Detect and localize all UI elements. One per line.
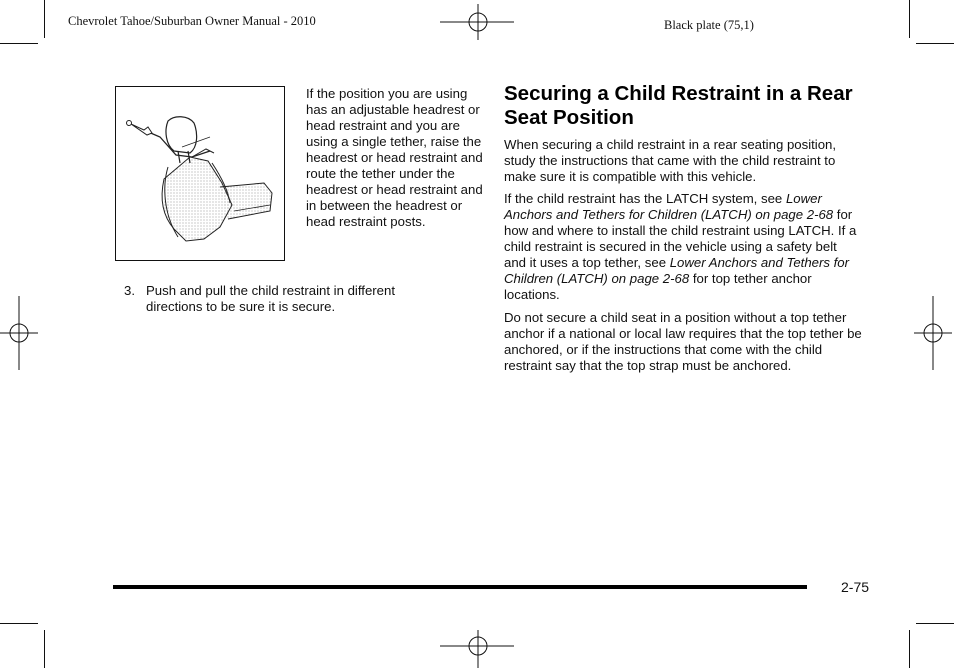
seat-headrest-drawing (116, 87, 284, 259)
crop-mark (44, 0, 45, 38)
text: If the child restraint has the LATCH system, see (504, 191, 786, 206)
crop-mark (44, 630, 45, 668)
plate-label: Black plate (75,1) (664, 18, 754, 32)
page-number: 2-75 (841, 579, 870, 595)
paragraph-latch (504, 191, 862, 303)
paragraph-compatibility: When securing a child restraint in a rear seating position, study the instructions that came with the child restraint to make sure it is compatible with this vehicle. (504, 137, 837, 184)
text: for how and where to install the child restraint using LATCH. If a child restraint is secured in the vehicle using a safety belt and it uses a top tether, see (504, 207, 857, 270)
section-heading: Securing a Child Restraint in a Rear Seat Position (504, 82, 853, 129)
paragraph-top-tether-warning: Do not secure a child seat in a position without a top tether anchor if a national or local law requires that the top tether be anchored, or if the instructions that come with the child restraint say that the top strap must be anchored. (504, 310, 862, 373)
crop-mark (916, 43, 954, 44)
manual-title: Chevrolet Tahoe/Suburban Owner Manual - 2010 (68, 14, 316, 28)
registration-mark-bottom (440, 628, 516, 668)
crop-mark (916, 623, 954, 624)
step-text: Push and pull the child restraint in different directions to be sure it is secure. (146, 283, 396, 314)
crop-mark (909, 630, 910, 668)
footer-rule (113, 585, 807, 589)
crop-mark (909, 0, 910, 38)
registration-mark-right (912, 296, 954, 372)
cross-reference-latch[interactable]: Lower Anchors and Tethers for Children (LATCH) on page 2‑68 (504, 191, 834, 222)
step-3 (124, 283, 454, 315)
headrest-tether-illustration (115, 86, 285, 261)
figure-caption: If the position you are using has an adjustable headrest or head restraint and you are using a single tether, raise the headrest or head restraint and route the tether under the headrest or head restraint and in between the headrest or head restraint posts. (306, 86, 483, 229)
registration-mark-left (0, 296, 40, 372)
step-number: 3. (124, 283, 135, 298)
text: for top tether anchor locations. (504, 271, 812, 302)
crop-mark (0, 623, 38, 624)
cross-reference-latch[interactable]: Lower Anchors and Tethers for Children (LATCH) on page 2‑68 (504, 255, 850, 286)
crop-mark (0, 43, 38, 44)
registration-mark-top (440, 4, 516, 44)
